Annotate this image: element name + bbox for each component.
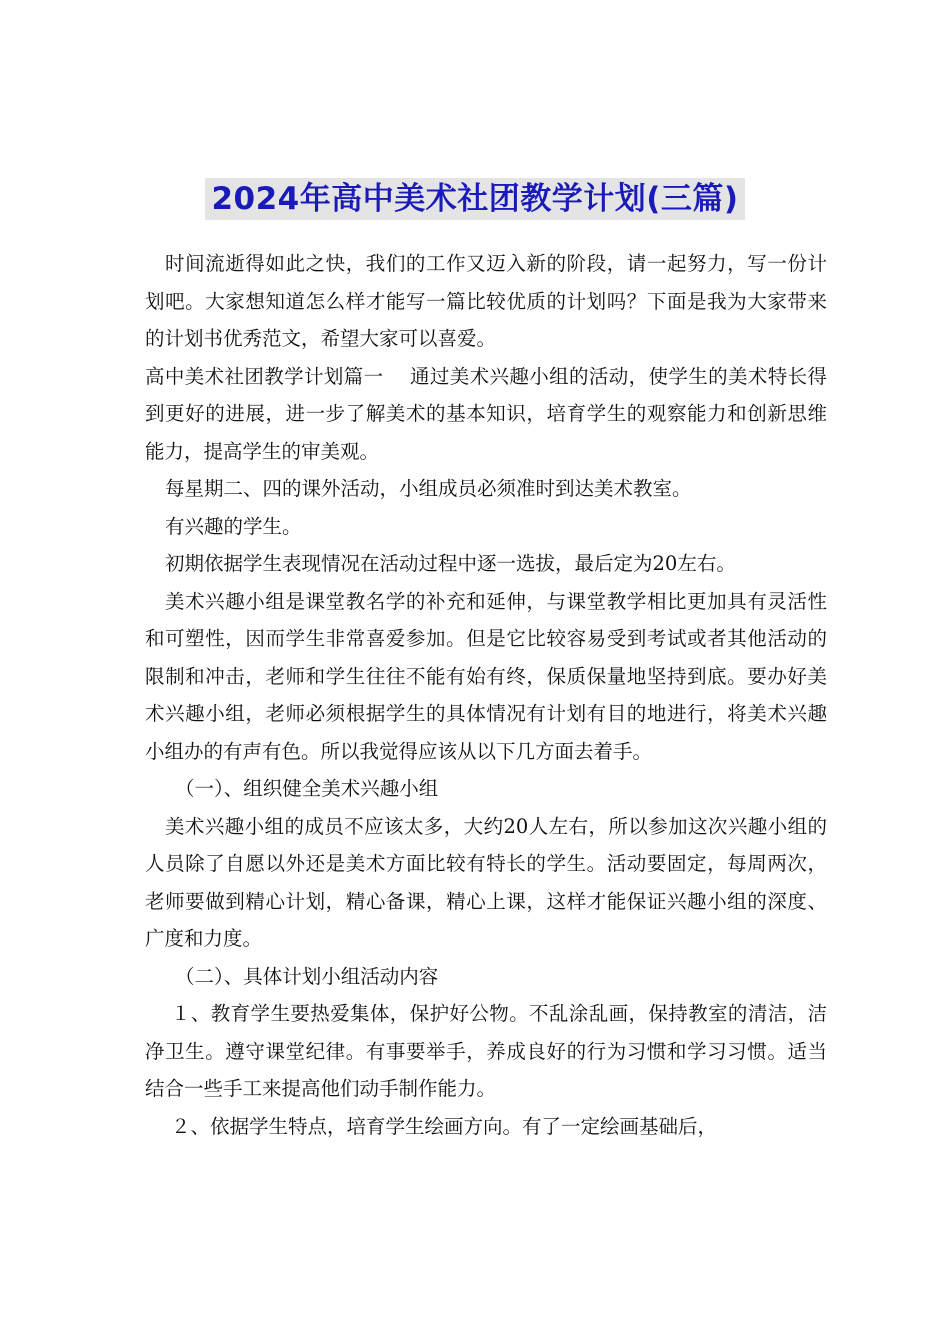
paragraph-participants: 有兴趣的学生。 (165, 514, 302, 538)
title-container (0, 178, 950, 220)
paragraph-plan-one: 高中美术社团教学计划篇一 通过美术兴趣小组的活动，使学生的美术特长得到更好的进展，进一步了解美术的基本知识，培育学生的观察能力和创新思维能力，提高学生的审美观。 (145, 364, 827, 463)
paragraph-schedule: 每星期二、四的课外活动，小组成员必须准时到达美术教室。 (165, 477, 692, 500)
paragraph-selection: 初期依据学生表现情况在活动过程中逐一选拔，最后定为20左右。 (165, 552, 736, 575)
section-heading-2: （二）、具体计划小组活动内容 (175, 964, 439, 988)
list-item-2: ２、依据学生特点，培育学生绘画方向。有了一定绘画基础后， (171, 1114, 718, 1138)
paragraph-overview: 美术兴趣小组是课堂教名学的补充和延伸，与课堂教学相比更加具有灵活性和可塑性，因而学生非常喜爱参加。但是它比较容易受到考试或者其他活动的限制和冲击，老师和学生往往不能有始有终，保质保量地坚持到底。要办好美术兴趣小组，老师必须根据学生的具体情况有计划有目的地进行，将美术兴趣小组办的有声有色。所以我觉得应该从以下几方面去着手。 (145, 589, 827, 763)
section-heading-1: （一）、组织健全美术兴趣小组 (175, 777, 439, 800)
paragraph-group-size: 美术兴趣小组的成员不应该太多，大约20人左右，所以参加这次兴趣小组的人员除了自愿以外还是美术方面比较有特长的学生。活动要固定，每周两次，老师要做到精心计划，精心备课，精心上课，这样才能保证兴趣小组的深度、广度和力度。 (145, 814, 827, 950)
list-item-1: １、教育学生要热爱集体，保护好公物。不乱涂乱画，保持教室的清洁，洁净卫生。遵守课堂纪律。有事要举手，养成良好的行为习惯和学习习惯。适当结合一些手工来提高他们动手制作能力。 (145, 1002, 827, 1100)
document-body (145, 245, 827, 1145)
document-title: 2024年高中美术社团教学计划(三篇) (205, 178, 744, 220)
paragraph-intro: 时间流逝得如此之快，我们的工作又迈入新的阶段，请一起努力，写一份计划吧。大家想知道怎么样才能写一篇比较优质的计划吗？下面是我为大家带来的计划书优秀范文，希望大家可以喜爱。 (145, 252, 827, 350)
